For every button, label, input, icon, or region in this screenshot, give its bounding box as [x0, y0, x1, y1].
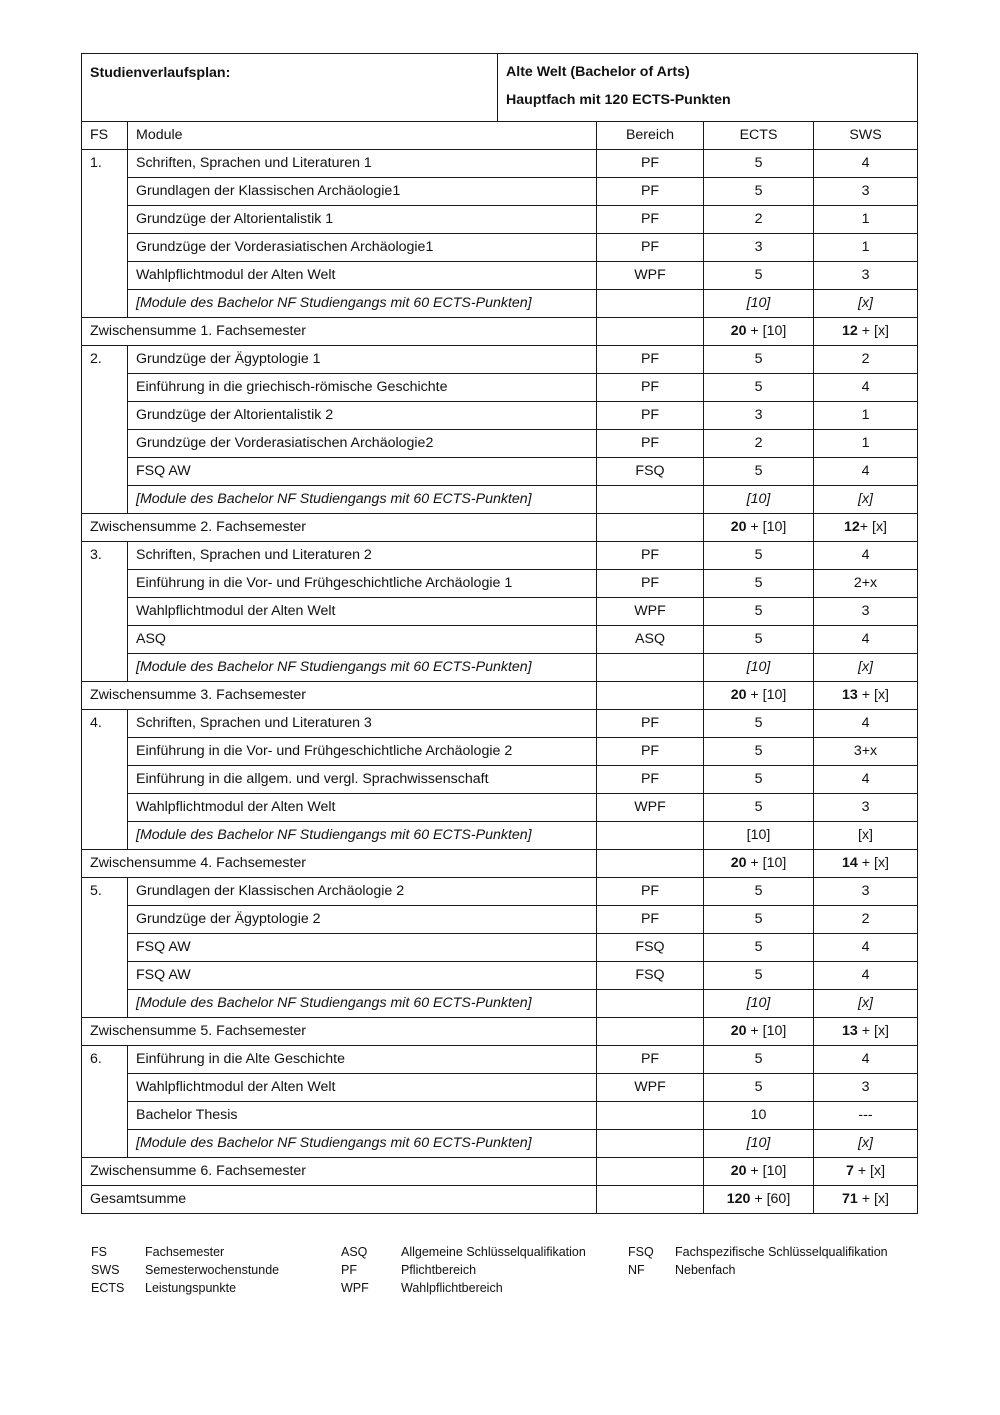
legend-abbr: WPF: [341, 1281, 369, 1295]
sws-total-cell: [814, 850, 918, 878]
ects-base: 20: [730, 1023, 747, 1039]
bereich-cell: PF: [597, 178, 704, 206]
program-name: Alte Welt (Bachelor of Arts): [506, 64, 690, 80]
col-header-module: Module: [128, 122, 597, 150]
bereich-cell: [597, 318, 704, 346]
ects-cell: 5: [704, 542, 814, 570]
module-name: Einführung in die Vor- und Frühgeschichtliche Archäologie 1: [128, 570, 597, 598]
ects-nf: + [10]: [746, 323, 787, 339]
module-row: [82, 990, 918, 1018]
ects-cell: 5: [704, 626, 814, 654]
legend-text: Fachsemester: [145, 1245, 225, 1259]
bereich-cell: ASQ: [597, 626, 704, 654]
sws-total-cell: [814, 1018, 918, 1046]
module-row: [82, 598, 918, 626]
ects-cell: 3: [704, 402, 814, 430]
sws-total-cell: [814, 1158, 918, 1186]
module-name: Wahlpflichtmodul der Alten Welt: [128, 598, 597, 626]
ects-cell: [10]: [704, 290, 814, 318]
subtotal-label: Zwischensumme 1. Fachsemester: [82, 318, 597, 346]
module-row: [82, 934, 918, 962]
bereich-cell: WPF: [597, 1074, 704, 1102]
ects-total-cell: [704, 1018, 814, 1046]
sws-cell: 2: [814, 346, 918, 374]
subtotal-row: [82, 1158, 918, 1186]
bereich-cell: PF: [597, 1046, 704, 1074]
ects-cell: 3: [704, 234, 814, 262]
module-name: [Module des Bachelor NF Studiengangs mit 60 ECTS-Punkten]: [128, 290, 597, 318]
ects-cell: 5: [704, 878, 814, 906]
module-name: Einführung in die griechisch-römische Geschichte: [128, 374, 597, 402]
module-name: [Module des Bachelor NF Studiengangs mit 60 ECTS-Punkten]: [128, 822, 597, 850]
subtotal-label: Zwischensumme 5. Fachsemester: [82, 1018, 597, 1046]
bereich-cell: PF: [597, 402, 704, 430]
module-name: [Module des Bachelor NF Studiengangs mit 60 ECTS-Punkten]: [128, 1130, 597, 1158]
plan-label: Studienverlaufsplan:: [82, 54, 498, 122]
module-name: Wahlpflichtmodul der Alten Welt: [128, 1074, 597, 1102]
module-row: [82, 906, 918, 934]
ects-cell: 5: [704, 710, 814, 738]
subtotal-row: [82, 682, 918, 710]
sws-cell: 4: [814, 542, 918, 570]
module-name: Bachelor Thesis: [128, 1102, 597, 1130]
sws-cell: 2: [814, 906, 918, 934]
module-row: [82, 262, 918, 290]
module-row: [82, 794, 918, 822]
bereich-cell: WPF: [597, 262, 704, 290]
ects-cell: 10: [704, 1102, 814, 1130]
bereich-cell: PF: [597, 430, 704, 458]
col-header-ects: ECTS: [704, 122, 814, 150]
module-name: Einführung in die Vor- und Frühgeschichtliche Archäologie 2: [128, 738, 597, 766]
ects-cell: 5: [704, 934, 814, 962]
ects-total-cell: [704, 1186, 814, 1214]
legend-abbr: FSQ: [628, 1245, 654, 1259]
ects-total-cell: [704, 318, 814, 346]
sws-total-cell: [814, 1186, 918, 1214]
bereich-cell: [597, 1158, 704, 1186]
bereich-cell: [597, 486, 704, 514]
module-row: [82, 738, 918, 766]
module-row: [82, 234, 918, 262]
module-name: Schriften, Sprachen und Literaturen 2: [128, 542, 597, 570]
program-subtitle: Hauptfach mit 120 ECTS-Punkten: [506, 92, 731, 108]
legend-text: Nebenfach: [675, 1263, 736, 1277]
ects-base: 20: [730, 1163, 747, 1179]
module-name: Grundlagen der Klassischen Archäologie 2: [128, 878, 597, 906]
bereich-cell: PF: [597, 878, 704, 906]
legend-abbr: [628, 1279, 675, 1297]
legend-text: Allgemeine Schlüsselqualifikation: [401, 1245, 586, 1259]
legend-abbr: ECTS: [91, 1281, 125, 1295]
module-row: [82, 458, 918, 486]
legend-abbr: NF: [628, 1263, 645, 1277]
ects-cell: [10]: [704, 990, 814, 1018]
sws-nf: + [x]: [857, 1023, 889, 1039]
sws-total-cell: [814, 682, 918, 710]
ects-total-cell: [704, 1158, 814, 1186]
sws-cell: 4: [814, 962, 918, 990]
subtotal-row: [82, 1018, 918, 1046]
sws-base: 13: [842, 1023, 858, 1039]
bereich-cell: [597, 1018, 704, 1046]
sws-cell: 3: [814, 262, 918, 290]
ects-total-cell: [704, 850, 814, 878]
ects-cell: 2: [704, 206, 814, 234]
module-name: Grundzüge der Vorderasiatischen Archäologie1: [128, 234, 597, 262]
legend-text: Wahlpflichtbereich: [401, 1281, 503, 1295]
semester-number: 5.: [82, 878, 128, 1018]
legend-text: Fachspezifische Schlüsselqualifikation: [675, 1245, 888, 1259]
sws-base: 12: [842, 323, 858, 339]
module-row: [82, 486, 918, 514]
bereich-cell: [597, 1102, 704, 1130]
subtotal-label: Zwischensumme 3. Fachsemester: [82, 682, 597, 710]
sws-cell: 4: [814, 1046, 918, 1074]
module-row: [82, 430, 918, 458]
module-name: Schriften, Sprachen und Literaturen 3: [128, 710, 597, 738]
legend-abbr: SWS: [91, 1263, 120, 1277]
bereich-cell: PF: [597, 206, 704, 234]
title-row: [82, 54, 918, 122]
col-header-fs: FS: [82, 122, 128, 150]
sws-base: 71: [842, 1191, 858, 1207]
module-name: Wahlpflichtmodul der Alten Welt: [128, 794, 597, 822]
bereich-cell: PF: [597, 346, 704, 374]
sws-cell: [x]: [814, 654, 918, 682]
module-name: Grundzüge der Altorientalistik 1: [128, 206, 597, 234]
study-plan-table: [81, 53, 918, 1214]
sws-cell: 3: [814, 1074, 918, 1102]
module-name: Einführung in die allgem. und vergl. Sprachwissenschaft: [128, 766, 597, 794]
semester-number: 1.: [82, 150, 128, 318]
subtotal-label: Gesamtsumme: [82, 1186, 597, 1214]
sws-nf: + [x]: [859, 519, 888, 535]
module-name: Einführung in die Alte Geschichte: [128, 1046, 597, 1074]
module-row: [82, 1074, 918, 1102]
total-row: [82, 1186, 918, 1214]
ects-cell: 5: [704, 906, 814, 934]
ects-cell: 5: [704, 346, 814, 374]
ects-cell: 2: [704, 430, 814, 458]
bereich-cell: [597, 682, 704, 710]
sws-cell: [x]: [814, 290, 918, 318]
semester-number: 3.: [82, 542, 128, 682]
bereich-cell: PF: [597, 542, 704, 570]
module-row: [82, 570, 918, 598]
module-name: FSQ AW: [128, 934, 597, 962]
ects-cell: 5: [704, 374, 814, 402]
module-row: [82, 346, 918, 374]
bereich-cell: PF: [597, 766, 704, 794]
subtotal-row: [82, 318, 918, 346]
ects-cell: 5: [704, 262, 814, 290]
subtotal-row: [82, 514, 918, 542]
module-name: Grundlagen der Klassischen Archäologie1: [128, 178, 597, 206]
ects-cell: 5: [704, 178, 814, 206]
bereich-cell: PF: [597, 234, 704, 262]
sws-cell: 2+x: [814, 570, 918, 598]
sws-cell: [x]: [814, 486, 918, 514]
bereich-cell: WPF: [597, 794, 704, 822]
sws-nf: + [x]: [857, 855, 889, 871]
subtotal-row: [82, 850, 918, 878]
ects-cell: 5: [704, 738, 814, 766]
col-header-bereich: Bereich: [597, 122, 704, 150]
sws-cell: 4: [814, 458, 918, 486]
sws-cell: [x]: [814, 1130, 918, 1158]
col-header-sws: SWS: [814, 122, 918, 150]
bereich-cell: [597, 290, 704, 318]
sws-cell: 1: [814, 430, 918, 458]
module-row: [82, 150, 918, 178]
bereich-cell: FSQ: [597, 458, 704, 486]
module-row: [82, 542, 918, 570]
ects-nf: + [60]: [750, 1191, 791, 1207]
ects-nf: + [10]: [746, 687, 787, 703]
semester-number: 4.: [82, 710, 128, 850]
bereich-cell: PF: [597, 710, 704, 738]
sws-cell: 1: [814, 234, 918, 262]
bereich-cell: FSQ: [597, 934, 704, 962]
sws-cell: 3+x: [814, 738, 918, 766]
ects-base: 20: [730, 855, 747, 871]
ects-cell: [10]: [704, 1130, 814, 1158]
module-row: [82, 402, 918, 430]
module-row: [82, 710, 918, 738]
sws-base: 7: [845, 1163, 854, 1179]
bereich-cell: WPF: [597, 598, 704, 626]
module-name: Grundzüge der Vorderasiatischen Archäologie2: [128, 430, 597, 458]
module-row: [82, 374, 918, 402]
ects-cell: 5: [704, 458, 814, 486]
module-row: [82, 822, 918, 850]
bereich-cell: [597, 850, 704, 878]
subtotal-label: Zwischensumme 2. Fachsemester: [82, 514, 597, 542]
sws-base: 13: [842, 687, 858, 703]
bereich-cell: PF: [597, 374, 704, 402]
sws-cell: 4: [814, 150, 918, 178]
ects-cell: 5: [704, 1046, 814, 1074]
ects-base: 20: [730, 687, 747, 703]
ects-nf: + [10]: [746, 1023, 787, 1039]
sws-cell: 1: [814, 402, 918, 430]
column-header-row: [82, 122, 918, 150]
sws-base: 12: [844, 519, 860, 535]
module-row: [82, 1130, 918, 1158]
sws-cell: 4: [814, 934, 918, 962]
subtotal-label: Zwischensumme 6. Fachsemester: [82, 1158, 597, 1186]
module-name: FSQ AW: [128, 962, 597, 990]
legend-text: Semesterwochenstunde: [145, 1263, 280, 1277]
abbreviation-legend: [91, 1243, 915, 1297]
sws-total-cell: [814, 514, 918, 542]
ects-cell: 5: [704, 962, 814, 990]
module-row: [82, 290, 918, 318]
ects-cell: [10]: [704, 822, 814, 850]
module-row: [82, 178, 918, 206]
sws-nf: + [x]: [853, 1163, 886, 1179]
module-row: [82, 626, 918, 654]
sws-cell: 4: [814, 374, 918, 402]
ects-cell: [10]: [704, 486, 814, 514]
module-row: [82, 962, 918, 990]
sws-cell: 1: [814, 206, 918, 234]
legend-text: Leistungspunkte: [145, 1281, 237, 1295]
sws-cell: ---: [814, 1102, 918, 1130]
sws-cell: 4: [814, 626, 918, 654]
bereich-cell: [597, 654, 704, 682]
ects-base: 20: [730, 519, 747, 535]
sws-cell: [x]: [814, 990, 918, 1018]
ects-cell: 5: [704, 1074, 814, 1102]
ects-nf: + [10]: [746, 855, 787, 871]
module-row: [82, 766, 918, 794]
bereich-cell: PF: [597, 906, 704, 934]
sws-total-cell: [814, 318, 918, 346]
module-name: [Module des Bachelor NF Studiengangs mit 60 ECTS-Punkten]: [128, 486, 597, 514]
sws-cell: 3: [814, 878, 918, 906]
sws-cell: 3: [814, 178, 918, 206]
sws-base: 14: [842, 855, 858, 871]
ects-cell: 5: [704, 598, 814, 626]
module-name: Schriften, Sprachen und Literaturen 1: [128, 150, 597, 178]
sws-nf: + [x]: [857, 323, 889, 339]
bereich-cell: [597, 822, 704, 850]
module-name: FSQ AW: [128, 458, 597, 486]
sws-cell: 4: [814, 766, 918, 794]
bereich-cell: PF: [597, 150, 704, 178]
bereich-cell: FSQ: [597, 962, 704, 990]
module-name: Grundzüge der Ägyptologie 2: [128, 906, 597, 934]
module-name: Wahlpflichtmodul der Alten Welt: [128, 262, 597, 290]
module-name: [Module des Bachelor NF Studiengangs mit 60 ECTS-Punkten]: [128, 990, 597, 1018]
sws-cell: 3: [814, 794, 918, 822]
ects-base: 120: [726, 1191, 751, 1207]
ects-cell: [10]: [704, 654, 814, 682]
semester-number: 2.: [82, 346, 128, 514]
sws-cell: 3: [814, 598, 918, 626]
sws-nf: + [x]: [857, 1191, 889, 1207]
ects-nf: + [10]: [746, 1163, 787, 1179]
bereich-cell: [597, 990, 704, 1018]
module-name: [Module des Bachelor NF Studiengangs mit 60 ECTS-Punkten]: [128, 654, 597, 682]
module-name: Grundzüge der Ägyptologie 1: [128, 346, 597, 374]
legend-abbr: FS: [91, 1245, 107, 1259]
bereich-cell: [597, 1130, 704, 1158]
ects-nf: + [10]: [746, 519, 787, 535]
legend-abbr: ASQ: [341, 1245, 368, 1259]
legend-text: [675, 1279, 915, 1297]
ects-base: 20: [730, 323, 747, 339]
module-name: ASQ: [128, 626, 597, 654]
ects-cell: 5: [704, 150, 814, 178]
legend-text: Pflichtbereich: [401, 1263, 477, 1277]
module-name: Grundzüge der Altorientalistik 2: [128, 402, 597, 430]
bereich-cell: [597, 1186, 704, 1214]
legend-abbr: PF: [341, 1263, 357, 1277]
module-row: [82, 878, 918, 906]
module-row: [82, 206, 918, 234]
sws-cell: [x]: [814, 822, 918, 850]
module-row: [82, 654, 918, 682]
ects-total-cell: [704, 514, 814, 542]
module-row: [82, 1102, 918, 1130]
ects-cell: 5: [704, 794, 814, 822]
bereich-cell: PF: [597, 570, 704, 598]
bereich-cell: PF: [597, 738, 704, 766]
program-title: [498, 54, 918, 122]
ects-cell: 5: [704, 570, 814, 598]
sws-cell: 4: [814, 710, 918, 738]
sws-nf: + [x]: [857, 687, 889, 703]
semester-number: 6.: [82, 1046, 128, 1158]
bereich-cell: [597, 514, 704, 542]
ects-cell: 5: [704, 766, 814, 794]
ects-total-cell: [704, 682, 814, 710]
subtotal-label: Zwischensumme 4. Fachsemester: [82, 850, 597, 878]
module-row: [82, 1046, 918, 1074]
